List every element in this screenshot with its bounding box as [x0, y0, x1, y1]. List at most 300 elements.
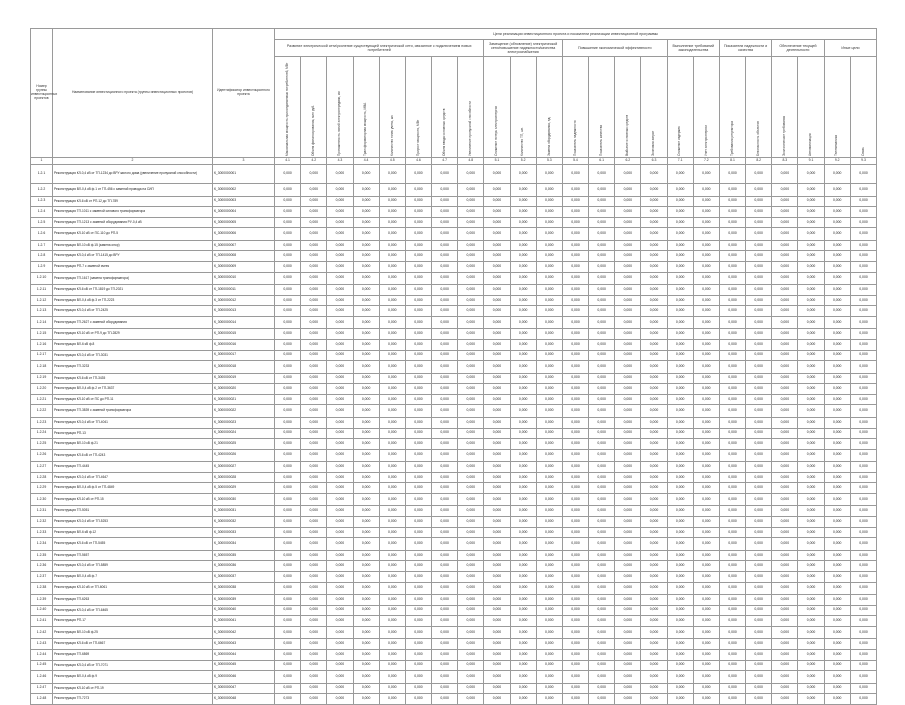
row-value: 0,000 [484, 285, 510, 296]
row-value: 0,000 [484, 694, 510, 705]
row-value: 0,000 [432, 384, 458, 395]
row-value: 0,000 [667, 694, 693, 705]
vertical-header-label: Снижение потерь электроэнергии [494, 105, 499, 156]
row-value: 0,000 [379, 339, 405, 350]
row-value: 0,000 [510, 261, 536, 272]
row-value: 0,000 [850, 272, 876, 285]
row-value: 0,000 [458, 306, 484, 317]
row-value: 0,000 [615, 472, 641, 483]
row-value: 0,000 [510, 561, 536, 572]
row-name: Реконструкция КЛ-10 кВ от ТП-6061 [53, 582, 213, 595]
row-value: 0,000 [275, 394, 301, 405]
row-value: 0,000 [275, 616, 301, 627]
row-value: 0,000 [484, 261, 510, 272]
row-value: 0,000 [327, 649, 353, 660]
row-value: 0,000 [301, 165, 327, 184]
table-row [31, 626, 877, 639]
row-value: 0,000 [746, 649, 772, 660]
row-value: 0,000 [353, 417, 379, 428]
row-value: 0,000 [667, 561, 693, 572]
row-value: 0,000 [772, 261, 798, 272]
row-value: 0,000 [458, 207, 484, 218]
row-value: 0,000 [458, 472, 484, 483]
row-value: 0,000 [562, 483, 588, 494]
row-value: 0,000 [353, 449, 379, 462]
row-value: 0,000 [275, 350, 301, 361]
row-value: 0,000 [641, 439, 667, 450]
row-value: 0,000 [379, 439, 405, 450]
row-value: 0,000 [379, 373, 405, 384]
row-value: 0,000 [536, 582, 562, 595]
row-value: 0,000 [379, 694, 405, 705]
row-value: 0,000 [301, 582, 327, 595]
column-number: 9.3 [850, 158, 876, 165]
row-value: 0,000 [746, 394, 772, 405]
row-value: 0,000 [746, 694, 772, 705]
row-value: 0,000 [484, 196, 510, 207]
row-number: 1.2.1 [31, 165, 53, 184]
row-value: 0,000 [589, 394, 615, 405]
column-number: 4.5 [379, 158, 405, 165]
row-value: 0,000 [850, 339, 876, 350]
row-value: 0,000 [536, 605, 562, 616]
row-value: 0,000 [824, 207, 850, 218]
table-row [31, 196, 877, 207]
column-number: 3 [213, 158, 275, 165]
row-value: 0,000 [536, 571, 562, 582]
row-value: 0,000 [719, 350, 745, 361]
row-value: 0,000 [353, 306, 379, 317]
row-value: 0,000 [693, 439, 719, 450]
row-value: 0,000 [798, 550, 824, 561]
row-value: 0,000 [379, 449, 405, 462]
row-value: 0,000 [589, 384, 615, 395]
row-value: 0,000 [589, 605, 615, 616]
row-value: 0,000 [301, 405, 327, 418]
row-value: 0,000 [798, 394, 824, 405]
column-number: 1 [31, 158, 53, 165]
row-value: 0,000 [746, 207, 772, 218]
row-value: 0,000 [510, 671, 536, 684]
row-value: 0,000 [615, 316, 641, 329]
row-value: 0,000 [641, 339, 667, 350]
row-value: 0,000 [824, 217, 850, 228]
row-value: 0,000 [824, 361, 850, 374]
row-value: 0,000 [693, 649, 719, 660]
row-value: 0,000 [275, 595, 301, 606]
row-value: 0,000 [719, 449, 745, 462]
row-value: 0,000 [405, 527, 431, 538]
row-value: 0,000 [275, 660, 301, 671]
row-value: 0,000 [850, 660, 876, 671]
row-value: 0,000 [719, 550, 745, 561]
row-id: К_3000000016 [213, 339, 275, 350]
row-value: 0,000 [746, 329, 772, 340]
row-value: 0,000 [458, 683, 484, 694]
row-value: 0,000 [536, 361, 562, 374]
row-name: Реконструкция КЛ-0,4 кВ от ТП-3031 [53, 350, 213, 361]
row-value: 0,000 [824, 449, 850, 462]
row-value: 0,000 [824, 165, 850, 184]
row-value: 0,000 [746, 517, 772, 528]
row-value: 0,000 [275, 240, 301, 251]
row-name: Реконструкция РП-17 [53, 616, 213, 627]
row-value: 0,000 [798, 285, 824, 296]
vertical-header [746, 57, 772, 158]
row-value: 0,000 [589, 483, 615, 494]
row-value: 0,000 [484, 165, 510, 184]
group-header: Показатели надежности и качества [719, 40, 771, 57]
vertical-header-label: Количество ТП, шт. [520, 127, 525, 156]
row-value: 0,000 [667, 472, 693, 483]
row-value: 0,000 [353, 462, 379, 473]
row-value: 0,000 [641, 561, 667, 572]
row-value: 0,000 [850, 605, 876, 616]
row-value: 0,000 [798, 639, 824, 650]
row-value: 0,000 [510, 361, 536, 374]
row-value: 0,000 [536, 550, 562, 561]
row-value: 0,000 [379, 561, 405, 572]
row-value: 0,000 [824, 506, 850, 517]
row-name: Реконструкция ВЛ-10 кВ ф.21 [53, 439, 213, 450]
row-number: 1.2.43 [31, 639, 53, 650]
row-value: 0,000 [562, 384, 588, 395]
row-value: 0,000 [615, 439, 641, 450]
row-value: 0,000 [615, 683, 641, 694]
investment-program-table [30, 28, 877, 705]
row-value: 0,000 [824, 240, 850, 251]
row-number: 1.2.37 [31, 571, 53, 582]
row-value: 0,000 [719, 405, 745, 418]
row-value: 0,000 [798, 671, 824, 684]
row-number: 1.2.33 [31, 527, 53, 538]
row-value: 0,000 [746, 417, 772, 428]
row-name: Реконструкция ВЛ-6 кВ ф.12 [53, 527, 213, 538]
row-value: 0,000 [510, 196, 536, 207]
row-value: 0,000 [301, 472, 327, 483]
row-value: 0,000 [562, 571, 588, 582]
row-value: 0,000 [589, 228, 615, 241]
row-value: 0,000 [484, 493, 510, 506]
row-name: Реконструкция ТП-3839 с заменой трансформатора [53, 405, 213, 418]
row-number: 1.2.28 [31, 472, 53, 483]
row-value: 0,000 [275, 316, 301, 329]
row-value: 0,000 [405, 462, 431, 473]
row-value: 0,000 [405, 405, 431, 418]
vertical-header-label: Безопасность объектов [755, 121, 760, 156]
row-value: 0,000 [484, 394, 510, 405]
row-value: 0,000 [667, 329, 693, 340]
row-value: 0,000 [667, 527, 693, 538]
row-value: 0,000 [667, 493, 693, 506]
row-value: 0,000 [432, 207, 458, 218]
row-value: 0,000 [275, 605, 301, 616]
row-value: 0,000 [641, 550, 667, 561]
row-value: 0,000 [798, 616, 824, 627]
row-value: 0,000 [510, 616, 536, 627]
row-value: 0,000 [615, 384, 641, 395]
row-value: 0,000 [772, 683, 798, 694]
row-value: 0,000 [432, 295, 458, 306]
row-value: 0,000 [327, 285, 353, 296]
row-number: 1.2.17 [31, 350, 53, 361]
row-value: 0,000 [405, 483, 431, 494]
row-value: 0,000 [772, 517, 798, 528]
row-value: 0,000 [719, 538, 745, 551]
row-value: 0,000 [327, 272, 353, 285]
row-value: 0,000 [772, 660, 798, 671]
row-value: 0,000 [484, 316, 510, 329]
row-value: 0,000 [641, 517, 667, 528]
row-value: 0,000 [536, 350, 562, 361]
row-value: 0,000 [536, 616, 562, 627]
row-value: 0,000 [301, 616, 327, 627]
row-number: 1.2.19 [31, 373, 53, 384]
row-value: 0,000 [693, 350, 719, 361]
row-value: 0,000 [379, 671, 405, 684]
row-value: 0,000 [484, 605, 510, 616]
row-value: 0,000 [536, 472, 562, 483]
table-row [31, 538, 877, 551]
row-value: 0,000 [693, 417, 719, 428]
row-value: 0,000 [641, 483, 667, 494]
row-value: 0,000 [589, 571, 615, 582]
row-value: 0,000 [301, 483, 327, 494]
row-value: 0,000 [405, 561, 431, 572]
row-value: 0,000 [405, 449, 431, 462]
row-value: 0,000 [615, 449, 641, 462]
row-value: 0,000 [798, 694, 824, 705]
vertical-header-label: Экологические требования [782, 115, 787, 156]
row-value: 0,000 [484, 339, 510, 350]
row-value: 0,000 [824, 649, 850, 660]
row-value: 0,000 [301, 550, 327, 561]
row-value: 0,000 [562, 449, 588, 462]
row-value: 0,000 [719, 261, 745, 272]
row-value: 0,000 [850, 184, 876, 197]
row-value: 0,000 [432, 683, 458, 694]
row-value: 0,000 [562, 595, 588, 606]
row-value: 0,000 [719, 251, 745, 262]
row-value: 0,000 [589, 506, 615, 517]
row-value: 0,000 [615, 228, 641, 241]
row-value: 0,000 [693, 306, 719, 317]
row-value: 0,000 [850, 361, 876, 374]
row-value: 0,000 [667, 571, 693, 582]
row-value: 0,000 [353, 394, 379, 405]
row-value: 0,000 [589, 439, 615, 450]
row-value: 0,000 [432, 261, 458, 272]
row-value: 0,000 [641, 272, 667, 285]
row-value: 0,000 [301, 571, 327, 582]
row-number: 1.2.44 [31, 649, 53, 660]
row-value: 0,000 [432, 449, 458, 462]
row-value: 0,000 [484, 683, 510, 694]
vertical-header [641, 57, 667, 158]
row-value: 0,000 [562, 207, 588, 218]
row-value: 0,000 [536, 561, 562, 572]
row-value: 0,000 [850, 394, 876, 405]
row-value: 0,000 [772, 350, 798, 361]
row-value: 0,000 [850, 196, 876, 207]
row-value: 0,000 [824, 439, 850, 450]
row-number: 1.2.5 [31, 217, 53, 228]
row-value: 0,000 [510, 649, 536, 660]
row-value: 0,000 [589, 361, 615, 374]
row-value: 0,000 [719, 240, 745, 251]
table-row [31, 639, 877, 650]
table-row [31, 660, 877, 671]
row-value: 0,000 [746, 639, 772, 650]
row-value: 0,000 [301, 683, 327, 694]
row-value: 0,000 [405, 217, 431, 228]
row-value: 0,000 [301, 605, 327, 616]
row-value: 0,000 [432, 316, 458, 329]
row-number: 1.2.20 [31, 384, 53, 395]
row-value: 0,000 [589, 428, 615, 439]
row-value: 0,000 [301, 449, 327, 462]
row-value: 0,000 [693, 394, 719, 405]
row-value: 0,000 [432, 671, 458, 684]
row-value: 0,000 [667, 240, 693, 251]
row-value: 0,000 [458, 671, 484, 684]
row-id: К_3000000036 [213, 561, 275, 572]
row-value: 0,000 [562, 649, 588, 660]
row-value: 0,000 [719, 483, 745, 494]
row-value: 0,000 [798, 196, 824, 207]
row-value: 0,000 [379, 306, 405, 317]
column-number: 9.2 [824, 158, 850, 165]
table-row [31, 683, 877, 694]
row-value: 0,000 [693, 261, 719, 272]
row-value: 0,000 [484, 527, 510, 538]
row-value: 0,000 [719, 616, 745, 627]
row-value: 0,000 [536, 240, 562, 251]
row-value: 0,000 [484, 626, 510, 639]
row-value: 0,000 [719, 339, 745, 350]
table-row [31, 671, 877, 684]
row-value: 0,000 [798, 207, 824, 218]
row-value: 0,000 [510, 405, 536, 418]
row-value: 0,000 [379, 538, 405, 551]
row-value: 0,000 [432, 339, 458, 350]
row-id: К_3000000010 [213, 272, 275, 285]
row-value: 0,000 [615, 373, 641, 384]
row-id: К_3000000013 [213, 306, 275, 317]
vertical-header-label: Требования регулятора [729, 120, 734, 156]
row-name: Реконструкция ВЛ-10 кВ ф.15 (замена опор) [53, 240, 213, 251]
row-value: 0,000 [458, 240, 484, 251]
row-value: 0,000 [562, 261, 588, 272]
row-value: 0,000 [850, 373, 876, 384]
row-value: 0,000 [353, 428, 379, 439]
row-value: 0,000 [327, 605, 353, 616]
row-value: 0,000 [824, 251, 850, 262]
row-number: 1.2.12 [31, 295, 53, 306]
row-value: 0,000 [693, 683, 719, 694]
row-value: 0,000 [850, 550, 876, 561]
row-id: К_3000000004 [213, 207, 275, 218]
row-value: 0,000 [301, 626, 327, 639]
row-name: Реконструкция КЛ-0,4 кВ от ТП-5859 [53, 561, 213, 572]
row-value: 0,000 [615, 196, 641, 207]
row-value: 0,000 [275, 683, 301, 694]
row-value: 0,000 [641, 639, 667, 650]
row-value: 0,000 [562, 417, 588, 428]
row-value: 0,000 [510, 306, 536, 317]
row-value: 0,000 [798, 683, 824, 694]
row-value: 0,000 [693, 217, 719, 228]
row-value: 0,000 [824, 295, 850, 306]
vertical-header [772, 57, 798, 158]
row-value: 0,000 [458, 571, 484, 582]
row-value: 0,000 [432, 285, 458, 296]
row-value: 0,000 [510, 384, 536, 395]
row-value: 0,000 [589, 217, 615, 228]
row-value: 0,000 [327, 571, 353, 582]
row-value: 0,000 [405, 184, 431, 197]
row-value: 0,000 [327, 217, 353, 228]
row-value: 0,000 [746, 261, 772, 272]
row-value: 0,000 [353, 207, 379, 218]
row-value: 0,000 [850, 595, 876, 606]
row-value: 0,000 [798, 350, 824, 361]
row-value: 0,000 [536, 295, 562, 306]
column-number: 6.3 [641, 158, 667, 165]
row-value: 0,000 [301, 306, 327, 317]
table-row [31, 428, 877, 439]
group-header: Замещение (обновление) электрической сети/повышение надежности/качества электроснабжения [484, 40, 563, 57]
row-number: 1.2.26 [31, 449, 53, 462]
row-value: 0,000 [379, 472, 405, 483]
column-number: 7.2 [693, 158, 719, 165]
row-value: 0,000 [615, 649, 641, 660]
row-value: 0,000 [484, 439, 510, 450]
row-number: 1.2.6 [31, 228, 53, 241]
row-value: 0,000 [562, 329, 588, 340]
row-value: 0,000 [353, 228, 379, 241]
table-row [31, 306, 877, 317]
row-name: Реконструкция ВЛ-10 кВ ф.25 [53, 626, 213, 639]
row-id: К_3000000041 [213, 616, 275, 627]
row-value: 0,000 [850, 207, 876, 218]
row-value: 0,000 [641, 350, 667, 361]
table-row [31, 339, 877, 350]
row-value: 0,000 [536, 660, 562, 671]
row-id: К_3000000001 [213, 165, 275, 184]
row-value: 0,000 [589, 660, 615, 671]
row-value: 0,000 [510, 316, 536, 329]
row-value: 0,000 [615, 660, 641, 671]
row-value: 0,000 [301, 316, 327, 329]
row-value: 0,000 [746, 306, 772, 317]
row-value: 0,000 [667, 207, 693, 218]
row-value: 0,000 [510, 394, 536, 405]
row-number: 1.2.4 [31, 207, 53, 218]
row-value: 0,000 [484, 240, 510, 251]
row-value: 0,000 [719, 272, 745, 285]
row-value: 0,000 [589, 240, 615, 251]
row-value: 0,000 [824, 538, 850, 551]
row-id: К_3000000002 [213, 184, 275, 197]
row-value: 0,000 [405, 196, 431, 207]
row-value: 0,000 [510, 595, 536, 606]
row-value: 0,000 [824, 605, 850, 616]
row-number: 1.2.23 [31, 417, 53, 428]
row-value: 0,000 [798, 649, 824, 660]
row-value: 0,000 [301, 350, 327, 361]
row-value: 0,000 [275, 483, 301, 494]
